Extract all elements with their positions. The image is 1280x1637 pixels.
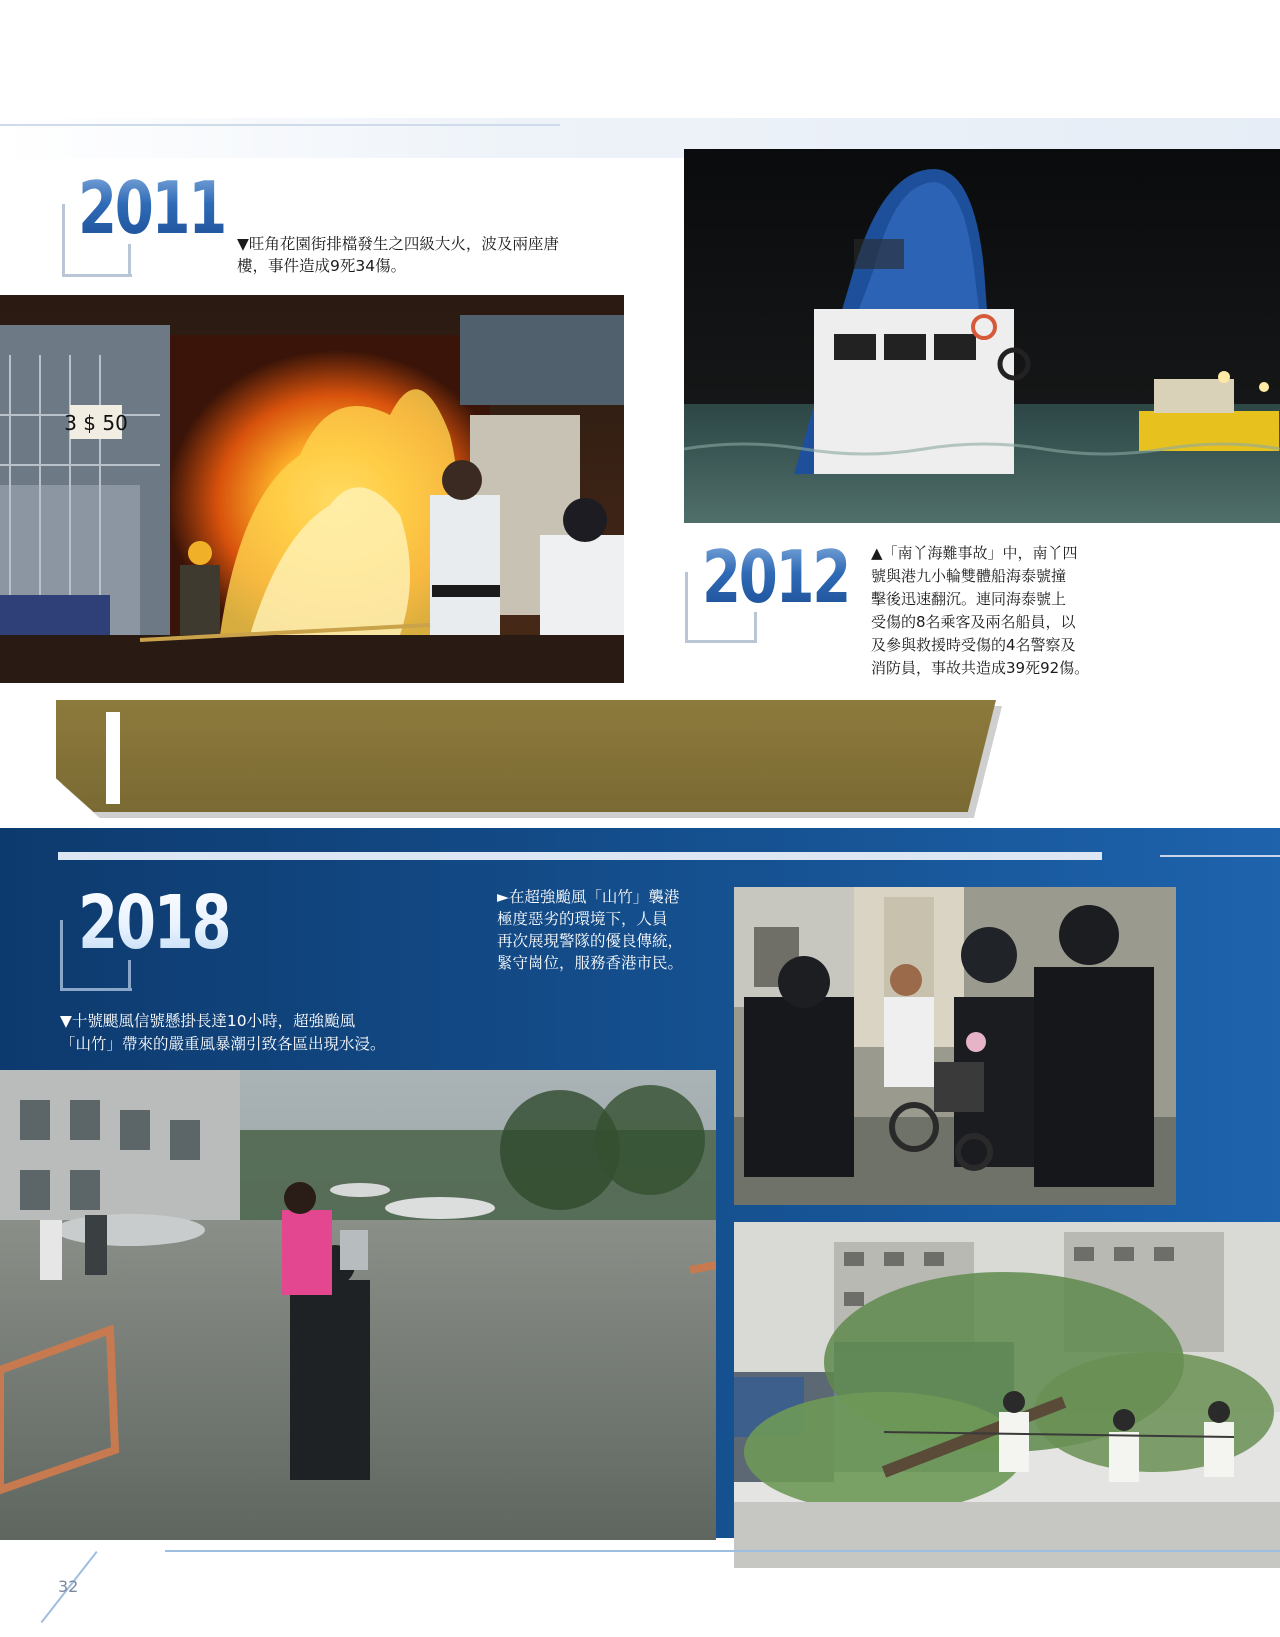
caption-2012-line: 擊後迅速翻沉。連同海泰號上 xyxy=(871,590,1067,608)
photo-fallen-tree xyxy=(734,1222,1280,1568)
caption-2018-right-line: 極度惡劣的環境下，人員 xyxy=(497,910,668,928)
banner-accent-bar xyxy=(106,712,120,804)
caption-2018-right-line: 緊守崗位，服務香港市民。 xyxy=(497,954,684,972)
caption-2011 xyxy=(237,233,637,277)
caption-2018-right xyxy=(497,886,737,974)
year-bracket-2011 xyxy=(62,274,132,277)
caption-2012-line: 消防員，事故共造成39死92傷。 xyxy=(871,659,1090,677)
photo-flood-rescue xyxy=(0,1070,716,1540)
year-heading-2018: 2018 xyxy=(78,880,230,966)
year-bracket-2011 xyxy=(62,204,65,276)
year-bracket-2012 xyxy=(685,572,688,642)
year-bracket-2018 xyxy=(60,988,132,991)
caption-2018-right-line: ►在超強颱風「山竹」襲港 xyxy=(497,888,680,906)
decorative-line xyxy=(1160,855,1280,857)
mission-banner xyxy=(56,700,996,812)
caption-2012-line: 號與港九小輪雙體船海泰號撞 xyxy=(871,567,1067,585)
year-bracket-2012 xyxy=(685,640,757,643)
caption-2018-right-line: 再次展現警隊的優良傳統， xyxy=(497,932,684,950)
caption-2018-left-line2: 「山竹」帶來的嚴重風暴潮引致各區出現水浸。 xyxy=(60,1035,386,1053)
year-heading-2012: 2012 xyxy=(702,535,849,619)
photo-mongkok-fire xyxy=(0,295,624,683)
caption-2011-line2: 樓，事件造成9死34傷。 xyxy=(237,257,407,275)
caption-2018-left-line1: ▼十號颶風信號懸掛長達10小時，超強颱風 xyxy=(60,1012,356,1030)
photo-lamma-ferry xyxy=(684,149,1280,523)
price-sign: 3 $ 50 xyxy=(64,411,128,435)
decorative-line xyxy=(165,1550,1280,1552)
year-bracket-2018 xyxy=(60,920,63,990)
decorative-line xyxy=(58,852,1102,860)
decorative-line xyxy=(0,124,560,126)
caption-2012-line: ▲「南丫海難事故」中，南丫四 xyxy=(871,544,1078,562)
caption-2011-line1: ▼旺角花園街排檔發生之四級大火，波及兩座唐 xyxy=(237,235,559,253)
caption-2012-line: 及參與救援時受傷的4名警察及 xyxy=(871,636,1076,654)
caption-2018-left xyxy=(60,1010,480,1056)
photo-wheelchair-rescue xyxy=(734,887,1176,1205)
caption-2012 xyxy=(871,542,1131,680)
year-heading-2011: 2011 xyxy=(78,166,225,250)
caption-2012-line: 受傷的8名乘客及兩名船員，以 xyxy=(871,613,1076,631)
page-number: 32 xyxy=(58,1577,79,1596)
